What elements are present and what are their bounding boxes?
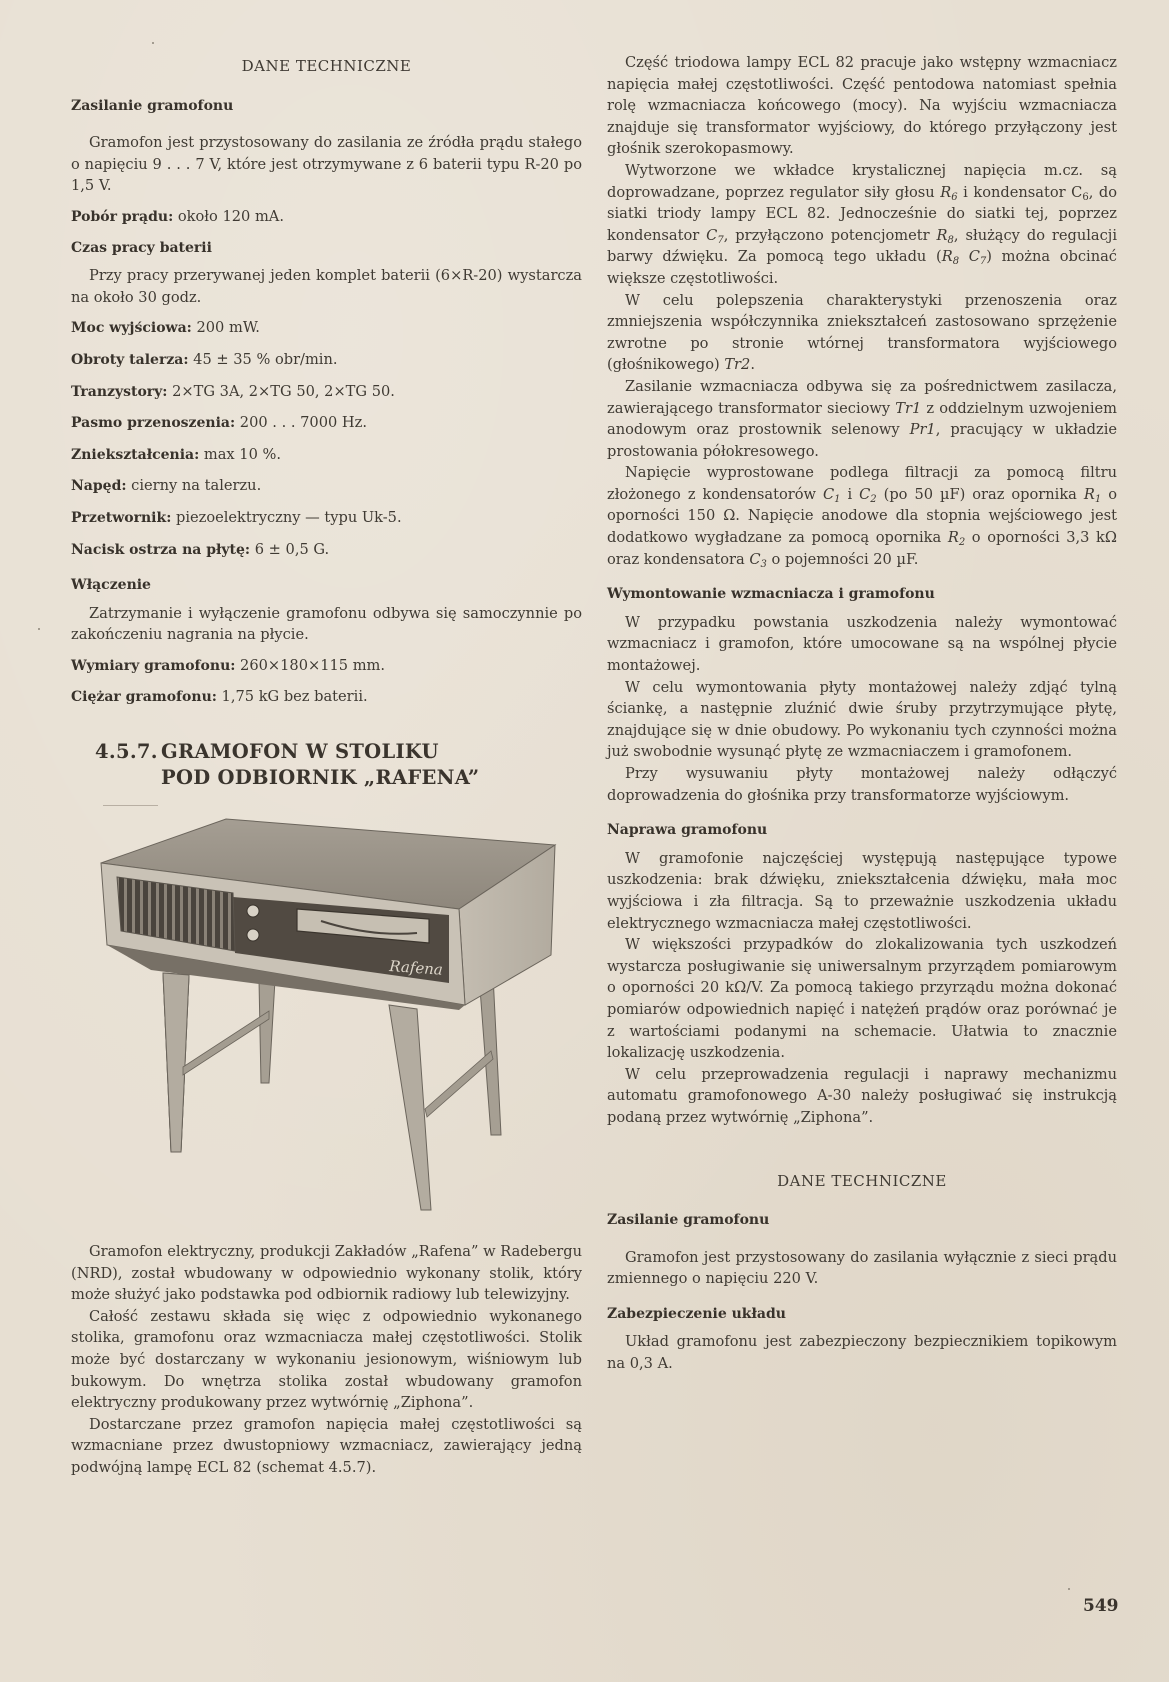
chapter-title-line2: POD ODBIORNIK „RAFENA” xyxy=(161,766,480,790)
paragraph-power-supply: Gramofon jest przystosowany do zasilania ze źródła prądu stałego o napięciu 9 . . . 7 V, które jest otrzymywane z 6 baterii typu R-20 po 1,5 V. xyxy=(71,134,582,195)
spec-value: około 120 mA. xyxy=(173,207,284,225)
spec-current-draw xyxy=(71,206,582,229)
brand-logo: Rafena xyxy=(388,957,444,979)
symbol-c1: $C_1$ xyxy=(822,485,841,505)
paragraph-repair-1: W gramofonie najczęściej występują następujące typowe uszkodzenia: brak dźwięku, zniekształcenia dźwięku, mała moc wyjściowa i zła filtracja. Są to przeważnie uszkodzenia układu elektrycznego wzmacniacza małej częstotliwości. xyxy=(607,849,1117,932)
spec-drive xyxy=(71,475,582,498)
text-run: i kondensator xyxy=(957,183,1072,201)
spec-label: Wymiary gramofonu: xyxy=(71,657,236,674)
spec-label: Nacisk ostrza na płytę: xyxy=(71,541,251,558)
paragraph-power-supply-2: Gramofon jest przystosowany do zasilania wyłącznie z sieci prądu zmiennego o napięciu 220 V. xyxy=(607,1248,1117,1288)
paragraph-repair-3: W celu przeprowadzenia regulacji i naprawy mechanizmu automatu gramofonowego A-30 należy posługiwać się instrukcją podaną przez wytwórnię „Ziphona”. xyxy=(607,1065,1117,1126)
spec-value: 1,75 kG bez baterii. xyxy=(216,688,368,706)
spec-output-power xyxy=(71,317,582,340)
paragraph-circuit-protection: Układ gramofonu jest zabezpieczony bezpiecznikiem topikowym na 0,3 A. xyxy=(607,1333,1117,1373)
spec-value: cierny na talerzu. xyxy=(126,477,262,495)
paragraph-switching: Zatrzymanie i wyłączenie gramofonu odbywa się samoczynnie po zakończeniu nagrania na płycie. xyxy=(71,604,582,644)
symbol-tr2: Tr2 xyxy=(724,356,751,374)
paragraph-battery-life: Przy pracy przerywanej jeden komplet baterii (6×R-20) wystarcza na około 30 godz. xyxy=(71,267,582,306)
text-run: o pojemności 20 µF. xyxy=(766,550,919,568)
text-run: , pracujący w układzie prostowania półokresowego. xyxy=(607,421,1118,460)
chapter-number: 4.5.7. xyxy=(95,740,158,764)
text-run: , przyłączono potencjometr xyxy=(723,226,937,244)
paragraph-intro: Gramofon elektryczny, produkcji Zakładów „Rafena” w Radebergu (NRD), został wbudowany w odpowiednio wykonany stolik, który może służyć jako podstawka pod odbiornik radiowy lub telewizyjny. xyxy=(71,1243,582,1304)
spec-label: Tranzystory: xyxy=(71,383,168,400)
symbol-pr1: Pr1 xyxy=(909,421,936,439)
phonograph-table-illustration xyxy=(91,805,561,1225)
decorative-rule xyxy=(103,805,158,806)
left-column xyxy=(71,52,582,1479)
spec-dimensions xyxy=(71,655,582,678)
spec-platter-speed xyxy=(71,349,582,372)
spec-value: max 10 %. xyxy=(199,445,282,463)
spec-value: 45 ± 35 % obr/min. xyxy=(188,350,338,368)
text-run: Napięcie wyprostowane podlega filtracji za pomocą filtru złożonego z kondensatorów xyxy=(607,464,1117,503)
spec-value: 200 mW. xyxy=(191,319,260,337)
symbol-tr1: Tr1 xyxy=(895,399,922,417)
paper-speck xyxy=(1068,1588,1070,1590)
figure-rafena-table xyxy=(91,805,561,1225)
paragraph-repair-2: W większości przypadków do zlokalizowania tych uszkodzeń wystarcza posługiwanie się uniwersalnym przyrządem pomiarowym o oporności 20 kΩ/V. Za pomocą takiego przyrządu można dokonać pomiarów odpowiednich napięć i natężeń prądów oraz porównać je z wartościami podanymi na schemacie. Ułatwia to znacznie lokalizację uszkodzenia. xyxy=(607,936,1117,1062)
heading-switching: Włączenie xyxy=(71,577,151,594)
text-run: , do siatki triody lampy ECL 82. Jednocześnie do siatki tej, poprzez kondensator xyxy=(607,183,1118,244)
heading-dismounting: Wymontowanie wzmacniacza i gramofonu xyxy=(607,586,935,603)
right-column xyxy=(607,52,1117,1375)
heading-circuit-protection: Zabezpieczenie układu xyxy=(607,1305,786,1322)
heading-battery-life: Czas pracy baterii xyxy=(71,239,212,256)
chapter-heading xyxy=(95,739,582,791)
spec-transistors xyxy=(71,381,582,404)
paragraph-ecl82: Część triodowa lampy ECL 82 pracuje jako wstępny wzmacniacz napięcia małej częstotliwości. Część pentodowa natomiast spełnia rolę wzmacniacza końcowego (mocy). Na wyjściu wzmacniacza znajduje się transformator wyjściowy, do którego przyłączony jest głośnik szerokopasmowy. xyxy=(607,54,1117,158)
spec-value: 6 ± 0,5 G. xyxy=(250,540,330,558)
spec-transducer xyxy=(71,507,582,530)
spec-label: Przetwornik: xyxy=(71,509,172,526)
chapter-title-line1: GRAMOFON W STOLIKU xyxy=(161,740,439,764)
text-run: . xyxy=(750,356,755,374)
spec-value: 200 . . . 7000 Hz. xyxy=(235,414,367,432)
symbol-c3: $C_3$ xyxy=(749,550,767,570)
page-number: 549 xyxy=(1083,1596,1119,1616)
heading-power-supply-2: Zasilanie gramofonu xyxy=(607,1212,770,1229)
paper-speck xyxy=(152,42,154,44)
spec-label: Zniekształcenia: xyxy=(71,446,200,463)
spec-label: Pobór prądu: xyxy=(71,208,174,225)
symbol-c2: $C_2$ xyxy=(859,485,877,505)
spec-label: Pasmo przenoszenia: xyxy=(71,415,236,432)
paragraph-power-supply-unit xyxy=(607,376,1117,462)
spec-label: Moc wyjściowa: xyxy=(71,320,192,337)
paragraph-set-contents: Całość zestawu składa się więc z odpowiednio wykonanego stolika, gramofonu oraz wzmacniacza małej częstotliwości. Stolik może być dostarczany w wykonaniu jesionowym, wiśniowym lub bukowym. Do wnętrza stolika został wbudowany gramofon elektryczny produkowany przez wytwórnię „Ziphona”. xyxy=(71,1307,582,1412)
symbol-r6: $R_6$ xyxy=(940,183,958,203)
symbol-r8-c7: $R_8$ $C_7$ xyxy=(941,248,987,268)
symbol-r2: $R_2$ xyxy=(947,529,966,549)
symbol-r1: $R_1$ xyxy=(1083,485,1102,505)
text-run: (po 50 µF) oraz opornika xyxy=(876,485,1084,503)
paragraph-dismount-1: W przypadku powstania uszkodzenia należy wymontować wzmacniacz i gramofon, które umocowane są na wspólnej płycie montażowej. xyxy=(607,613,1117,675)
spec-label: Obroty talerza: xyxy=(71,351,189,368)
paragraph-filtering xyxy=(607,462,1117,570)
text-run: Wytworzone we wkładce krystalicznej napięcia m.cz. są doprowadzane, poprzez regulator siły głosu xyxy=(607,161,1117,201)
text-run: o oporności 3,3 kΩ oraz kondensatora xyxy=(607,529,1117,568)
text-run: i xyxy=(840,485,860,503)
symbol-c7: $C_7$ xyxy=(706,226,724,246)
section-title-tech-data-2: DANE TECHNICZNE xyxy=(777,1171,947,1190)
spec-bandwidth xyxy=(71,412,582,435)
heading-power-supply: Zasilanie gramofonu xyxy=(71,97,234,114)
paragraph-feedback xyxy=(607,290,1117,376)
section-title-tech-data: DANE TECHNICZNE xyxy=(241,57,412,75)
text-run: , służący do regulacji barwy dźwięku. Za pomocą tego układu ( xyxy=(607,226,1118,266)
symbol-r8: $R_8$ xyxy=(936,226,954,246)
spec-value: 260×180×115 mm. xyxy=(235,656,386,674)
spec-label: Ciężar gramofonu: xyxy=(71,689,217,706)
text-run: W celu polepszenia charakterystyki przenoszenia oraz zmniejszenia współczynnika zniekształceń zastosowano sprzężenie zwrotne po stronie wtórnej transformatora wyjściowego (głośnikowego) xyxy=(607,291,1117,374)
spec-stylus-force xyxy=(71,539,582,562)
paragraph-signal-path xyxy=(607,160,1117,290)
spec-label: Napęd: xyxy=(71,478,127,495)
paragraph-dismount-3: Przy wysuwaniu płyty montażowej należy odłączyć doprowadzenia do głośnika przy transformatorze wyjściowym. xyxy=(607,765,1117,804)
paper-speck xyxy=(38,628,40,630)
text-run: z oddzielnym uzwojeniem anodowym oraz prostownik selenowy xyxy=(607,399,1117,439)
text-run: o oporności 150 Ω. Napięcie anodowe dla stopnia wejściowego jest dodatkowo wygładzane za pomocą opornika xyxy=(607,485,1117,547)
spec-value: piezoelektryczny — typu Uk-5. xyxy=(171,508,402,526)
symbol-c6: $C_6$ xyxy=(1071,183,1089,203)
spec-distortion xyxy=(71,444,582,467)
paragraph-dismount-2: W celu wymontowania płyty montażowej należy zdjąć tylną ściankę, a następnie zluźnić dwie śruby przytrzymujące płytę, znajdujące się w dnie obudowy. Po wykonaniu tych czynności można już swobodnie wysunąć płytę ze wzmacniaczem i gramofonem. xyxy=(607,678,1117,761)
text-run: Zasilanie wzmacniacza odbywa się za pośrednictwem zasilacza, zawierającego transformator sieciowy xyxy=(607,377,1117,417)
paragraph-amplifier: Dostarczane przez gramofon napięcia małej częstotliwości są wzmacniane przez dwustopniowy wzmacniacz, zawierający jedną podwójną lampę ECL 82 (schemat 4.5.7). xyxy=(71,1415,582,1476)
spec-weight xyxy=(71,686,582,709)
spec-value: 2×TG 3A, 2×TG 50, 2×TG 50. xyxy=(167,382,395,400)
heading-repair: Naprawa gramofonu xyxy=(607,822,768,839)
text-run: ) można obcinać większe częstotliwości. xyxy=(607,248,1117,287)
